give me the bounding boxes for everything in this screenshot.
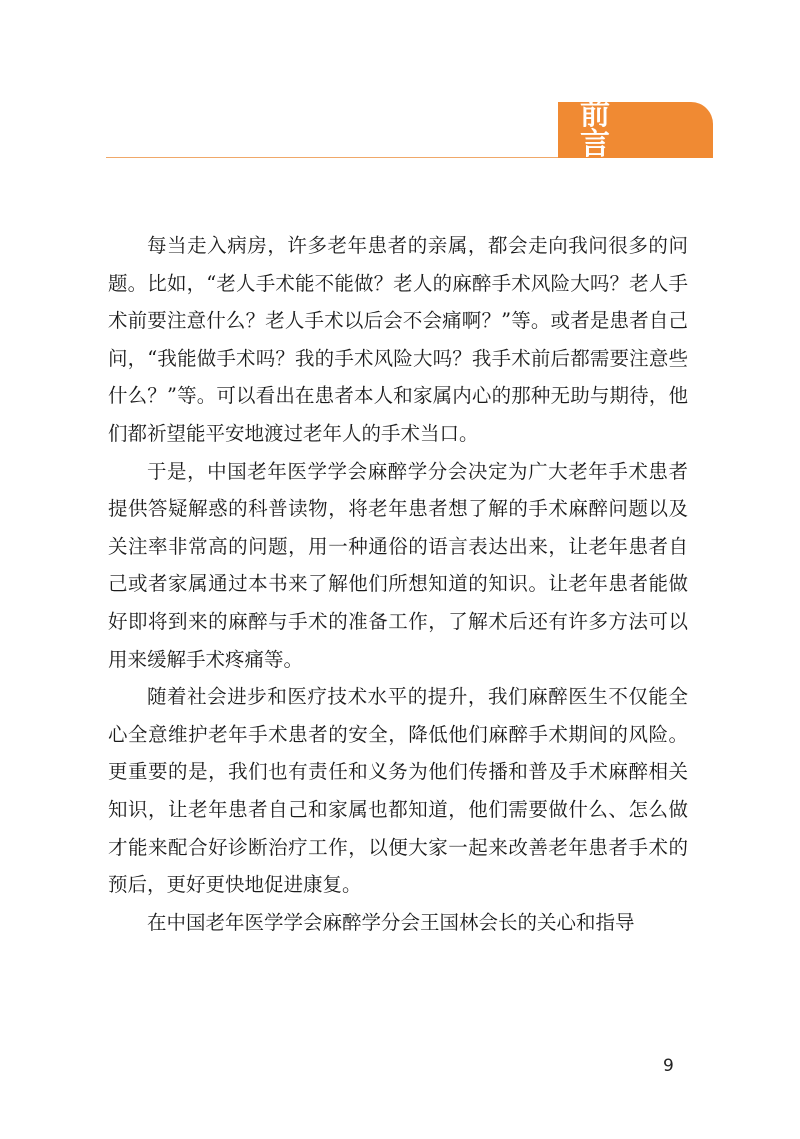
page-title: 前 言 [580,97,632,162]
paragraph-3: 随着社会进步和医疗技术水平的提升，我们麻醉医生不仅能全心全意维护老年手术患者的安全，降低他们麻醉手术期间的风险。更重要的是，我们也有责任和义务为他们传播和普及手术麻醉相关知识，让老年患者自己和家属也都知道，他们需要做什么、怎么做才能来配合好诊断治疗工作，以便大家一起来改善老年患者手术的预后，更好更快地促进康复。 [108,685,688,897]
paragraph-4: 在中国老年医学学会麻醉学分会王国林会长的关心和指导 [147,910,635,934]
title-tab [558,97,713,162]
page-number: 9 [663,1056,674,1076]
paragraph-2: 于是，中国老年医学学会麻醉学分会决定为广大老年手术患者提供答疑解惑的科普读物，将老年患者想了解的手术麻醉问题以及关注率非常高的问题，用一种通俗的语言表达出来，让老年患者自己或者家属通过本书来了解他们所想知道的知识。让老年患者能做好即将到来的麻醉与手术的准备工作，了解术后还有许多方法可以用来缓解手术疼痛等。 [108,459,688,671]
paragraph-1: 每当走入病房，许多老年患者的亲属，都会走向我问很多的问题。比如，“老人手术能不能做？老人的麻醉手术风险大吗？老人手术前要注意什么？老人手术以后会不会痛啊？”等。或者是患者自己问，“我能做手术吗？我的手术风险大吗？我手术前后都需要注意些什么？”等。可以看出在患者本人和家属内心的那种无助与期待，他们都祈望能平安地渡过老年人的手术当口。 [108,234,688,445]
body-text [108,227,688,941]
header-rule [106,157,560,158]
